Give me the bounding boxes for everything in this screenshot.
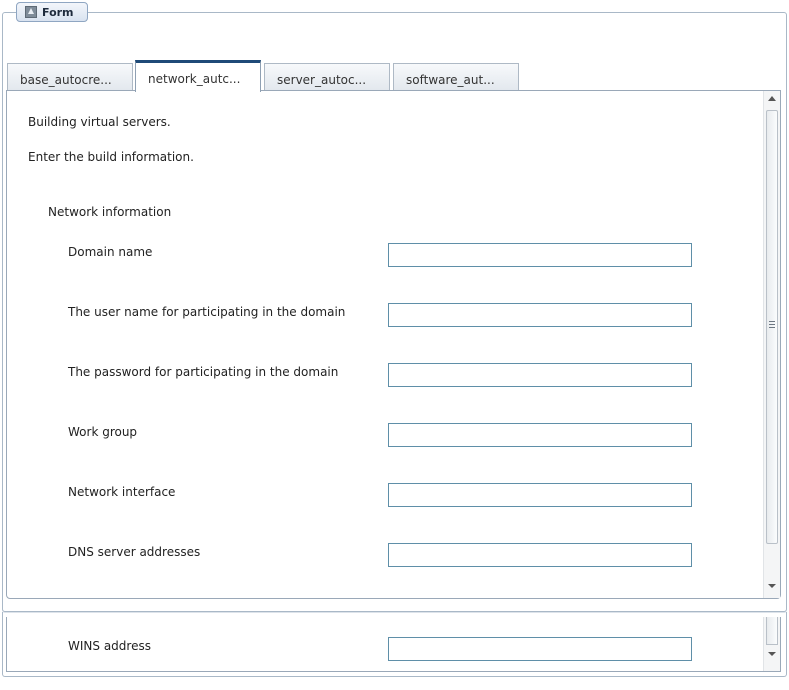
- domain-user-input[interactable]: [388, 303, 692, 327]
- tab-label: software_aut...: [406, 73, 495, 87]
- lower-tab-panel: [6, 617, 781, 672]
- work-group-input[interactable]: [388, 423, 692, 447]
- work-group-label: Work group: [68, 425, 138, 439]
- lower-vertical-scrollbar[interactable]: [763, 617, 780, 671]
- tab-server-autocreate[interactable]: [264, 63, 390, 90]
- tab-panel: [6, 90, 781, 599]
- lower-scrollbar-thumb[interactable]: [766, 617, 778, 645]
- form-collapse-button[interactable]: [16, 2, 88, 22]
- intro-text: Building virtual servers.: [28, 115, 171, 129]
- domain-user-label: The user name for participating in the domain: [68, 305, 346, 319]
- tab-label: base_autocre...: [20, 73, 112, 87]
- domain-password-label: The password for participating in the domain: [68, 365, 339, 379]
- scroll-up-icon[interactable]: [768, 96, 776, 101]
- instruction-text: Enter the build information.: [28, 150, 194, 164]
- tab-software-autocreate[interactable]: [393, 63, 519, 90]
- vertical-scrollbar[interactable]: [763, 91, 780, 598]
- wins-address-label: WINS address: [68, 639, 151, 653]
- domain-password-input[interactable]: [388, 363, 692, 387]
- lower-scroll-down-icon[interactable]: [768, 652, 776, 656]
- tab-label: network_autc...: [148, 72, 241, 86]
- section-heading: Network information: [48, 205, 172, 219]
- tab-base-autocreate[interactable]: [7, 63, 133, 90]
- domain-name-label: Domain name: [68, 245, 153, 259]
- domain-name-input[interactable]: [388, 243, 692, 267]
- tab-network-autocreate[interactable]: [135, 60, 261, 92]
- collapse-up-icon: [25, 6, 37, 18]
- grip-icon: [769, 321, 775, 328]
- scrollbar-thumb[interactable]: [766, 110, 778, 544]
- form-title: Form: [42, 5, 74, 19]
- network-interface-input[interactable]: [388, 483, 692, 507]
- tab-label: server_autoc...: [277, 73, 367, 87]
- wins-address-input[interactable]: [388, 637, 692, 661]
- scroll-down-icon[interactable]: [768, 584, 776, 588]
- dns-servers-input[interactable]: [388, 543, 692, 567]
- dns-servers-label: DNS server addresses: [68, 545, 201, 559]
- network-interface-label: Network interface: [68, 485, 176, 499]
